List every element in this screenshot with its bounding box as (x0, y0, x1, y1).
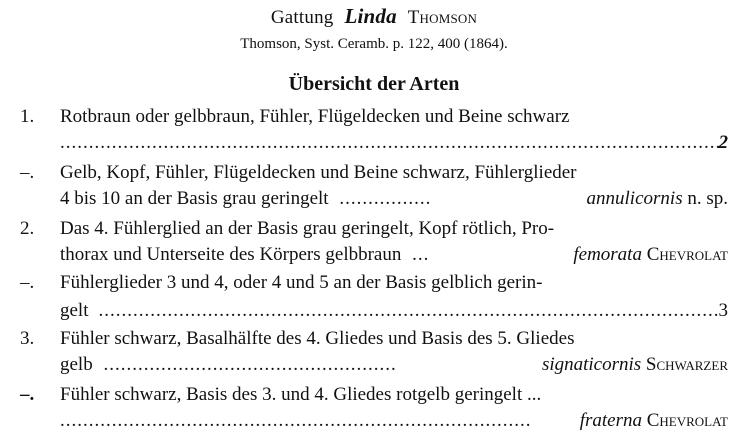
species-author: Schwarzer (645, 354, 728, 375)
species-block (580, 410, 728, 432)
key-entry-3b-line2 (0, 410, 748, 438)
reference-line (0, 36, 748, 53)
entry-text: Das 4. Fühlerglied an der Basis grau geringelt, Kopf rötlich, Pro- (60, 218, 555, 239)
species-name: signaticornis (541, 354, 642, 375)
genus-heading (0, 4, 748, 29)
key-entry-1-line2 (0, 132, 748, 160)
genus-author: Thomson (407, 7, 478, 28)
leader-dots: ................ (339, 188, 432, 209)
entry-text-tail: thorax und Unterseite des Körpers gelbbraun (60, 244, 402, 265)
entry-text-tail: gelt (60, 300, 89, 321)
entry-text-tail: gelb (60, 354, 93, 375)
entry-number: –. (20, 162, 35, 183)
entry-number: –. (20, 384, 35, 405)
entry-text: Fühler schwarz, Basis des 3. und 4. Gliedes rotgelb geringelt ... (60, 384, 542, 405)
species-author: n. sp. (687, 188, 728, 209)
entry-number: 2. (20, 218, 35, 239)
entry-text-tail: 4 bis 10 an der Basis grau geringelt (60, 188, 329, 209)
key-entry-1b-line2 (0, 188, 748, 216)
genus-name: Linda (344, 4, 397, 28)
species-block (587, 188, 728, 210)
entry-text: Rotbraun oder gelbbraun, Fühler, Flügeldecken und Beine schwarz (60, 106, 570, 127)
entry-target: 2 (718, 132, 728, 153)
key-entry-2b-line2 (0, 300, 748, 328)
entry-target: 3 (718, 300, 728, 321)
leader-dots (60, 410, 532, 432)
entry-text-cont (60, 244, 435, 266)
species-block (542, 354, 728, 376)
key-entry-1b-line1 (0, 162, 748, 190)
species-author: Chevrolat (646, 410, 728, 431)
leader-dots: ................................................... (103, 354, 397, 375)
species-block (573, 244, 728, 266)
species-author: Chevrolat (646, 244, 728, 265)
key-entry-2b-line1 (0, 272, 748, 300)
gattung-label: Gattung (270, 7, 334, 28)
entry-text: Gelb, Kopf, Fühler, Flügeldecken und Beine schwarz, Fühlerglieder (60, 162, 577, 183)
key-entry-2-line1 (0, 218, 748, 246)
entry-text-cont (60, 188, 437, 210)
reference-text: Thomson, Syst. Ceramb. p. 122, 400 (1864). (240, 36, 508, 52)
entry-number: –. (20, 272, 35, 293)
species-name: annulicornis (586, 188, 683, 209)
key-entry-3-line1 (0, 328, 748, 356)
key-entry-3b-line1 (0, 384, 748, 412)
entry-number: 3. (20, 328, 35, 349)
leader-dots (60, 132, 720, 154)
species-name: fraterna (579, 410, 642, 431)
key-entry-3-line2 (0, 354, 748, 382)
leader-dots (99, 300, 721, 322)
key-entry-2-line2 (0, 244, 748, 272)
entry-text-cont (60, 354, 403, 376)
leader-dots: ... (412, 244, 430, 265)
section-title: Übersicht der Arten (288, 73, 460, 95)
entry-text: Fühler schwarz, Basalhälfte des 4. Gliedes und Basis des 5. Gliedes (60, 328, 575, 349)
species-name: femorata (573, 244, 642, 265)
entry-text: Fühlerglieder 3 und 4, oder 4 und 5 an der Basis gelblich gerin- (60, 272, 543, 293)
key-entry-1-line1 (0, 106, 748, 134)
entry-number: 1. (20, 106, 35, 127)
